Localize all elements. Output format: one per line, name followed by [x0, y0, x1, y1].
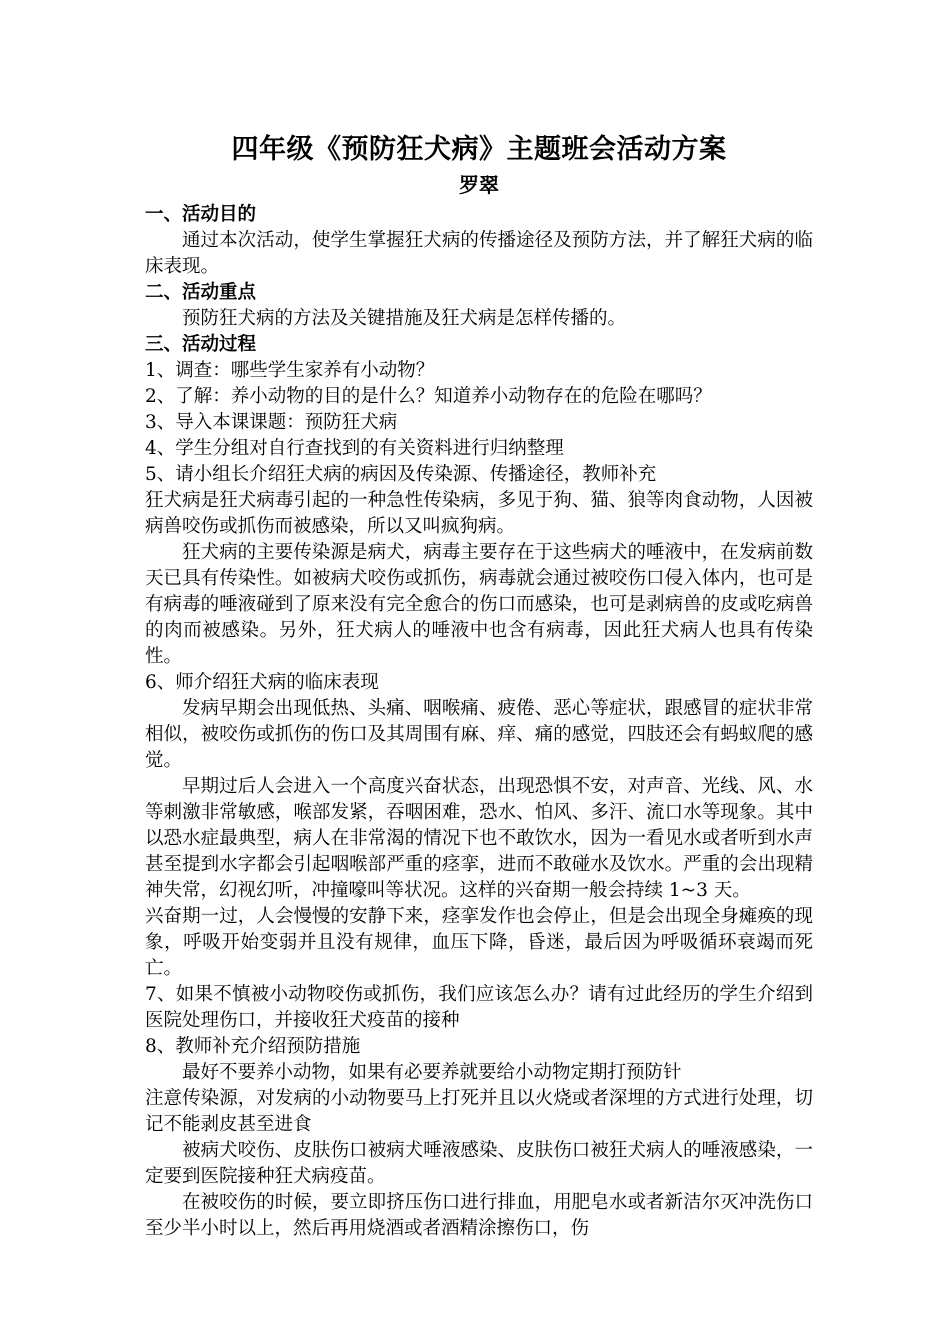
document-title: 四年级《预防狂犬病》主题班会活动方案 [231, 134, 727, 165]
document-body [145, 132, 813, 1242]
list-item: 7、如果不慎被小动物咬伤或抓伤，我们应该怎么办？请有过此经历的学生介绍到医院处理伤口，并接收狂犬疫苗的接种 [145, 984, 813, 1031]
list-item: 5、请小组长介绍狂犬病的病因及传染源、传播途径，教师补充 [145, 464, 657, 485]
section-heading-purpose: 一、活动目的 [145, 204, 257, 225]
section-heading-focus: 二、活动重点 [145, 282, 257, 303]
paragraph: 早期过后人会进入一个高度兴奋状态，出现恐惧不安，对声音、光线、风、水等刺激非常敏感，喉部发紧，吞咽困难，恐水、怕风、多汗、流口水等现象。其中以恐水症最典型，病人在非常渴的情况下也不敢饮水，因为一看见水或者听到水声甚至提到水字都会引起咽喉部严重的痉挛，进而不敢碰水及饮水。严重的会出现精神失常，幻视幻听，冲撞嚎叫等状况。这样的兴奋期一般会持续 1~3 天。 [145, 776, 813, 901]
paragraph: 发病早期会出现低热、头痛、咽喉痛、疲倦、恶心等症状，跟感冒的症状非常相似，被咬伤或抓伤的伤口及其周围有麻、痒、痛的感觉，四肢还会有蚂蚁爬的感觉。 [145, 698, 813, 771]
list-item: 6、师介绍狂犬病的临床表现 [145, 672, 379, 693]
paragraph: 预防狂犬病的方法及关键措施及狂犬病是怎样传播的。 [182, 308, 627, 329]
paragraph: 在被咬伤的时候，要立即挤压伤口进行排血，用肥皂水或者新洁尔灭冲洗伤口至少半小时以上，然后再用烧酒或者酒精涂擦伤口，伤 [145, 1192, 813, 1239]
section-heading-process: 三、活动过程 [145, 334, 257, 355]
paragraph: 注意传染源，对发病的小动物要马上打死并且以火烧或者深埋的方式进行处理，切记不能剥皮甚至进食 [145, 1088, 813, 1135]
document-author: 罗翠 [459, 173, 499, 197]
paragraph: 被病犬咬伤、皮肤伤口被病犬唾液感染、皮肤伤口被狂犬病人的唾液感染，一定要到医院接种狂犬病疫苗。 [145, 1140, 813, 1187]
paragraph: 狂犬病是狂犬病毒引起的一种急性传染病，多见于狗、猫、狼等肉食动物，人因被病兽咬伤或抓伤而被感染，所以又叫疯狗病。 [145, 490, 813, 537]
paragraph: 兴奋期一过，人会慢慢的安静下来，痉挛发作也会停止，但是会出现全身瘫痪的现象，呼吸开始变弱并且没有规律，血压下降，昏迷，最后因为呼吸循环衰竭而死亡。 [145, 906, 813, 979]
paragraph: 最好不要养小动物，如果有必要养就要给小动物定期打预防针 [182, 1062, 682, 1083]
list-item: 8、教师补充介绍预防措施 [145, 1036, 361, 1057]
list-item: 2、了解：养小动物的目的是什么？知道养小动物存在的危险在哪吗？ [145, 386, 712, 407]
paragraph: 通过本次活动，使学生掌握狂犬病的传播途径及预防方法，并了解狂犬病的临床表现。 [145, 230, 813, 277]
list-item: 3、导入本课课题：预防狂犬病 [145, 412, 398, 433]
paragraph: 狂犬病的主要传染源是病犬，病毒主要存在于这些病犬的唾液中，在发病前数天已具有传染性。如被病犬咬伤或抓伤，病毒就会通过被咬伤口侵入体内，也可是有病毒的唾液碰到了原来没有完全愈合的伤口而感染，也可是剥病兽的皮或吃病兽的肉而被感染。另外，狂犬病人的唾液中也含有病毒，因此狂犬病人也具有传染性。 [145, 542, 813, 667]
list-item: 4、学生分组对自行查找到的有关资料进行归纳整理 [145, 438, 564, 459]
list-item: 1、调查：哪些学生家养有小动物？ [145, 360, 435, 381]
